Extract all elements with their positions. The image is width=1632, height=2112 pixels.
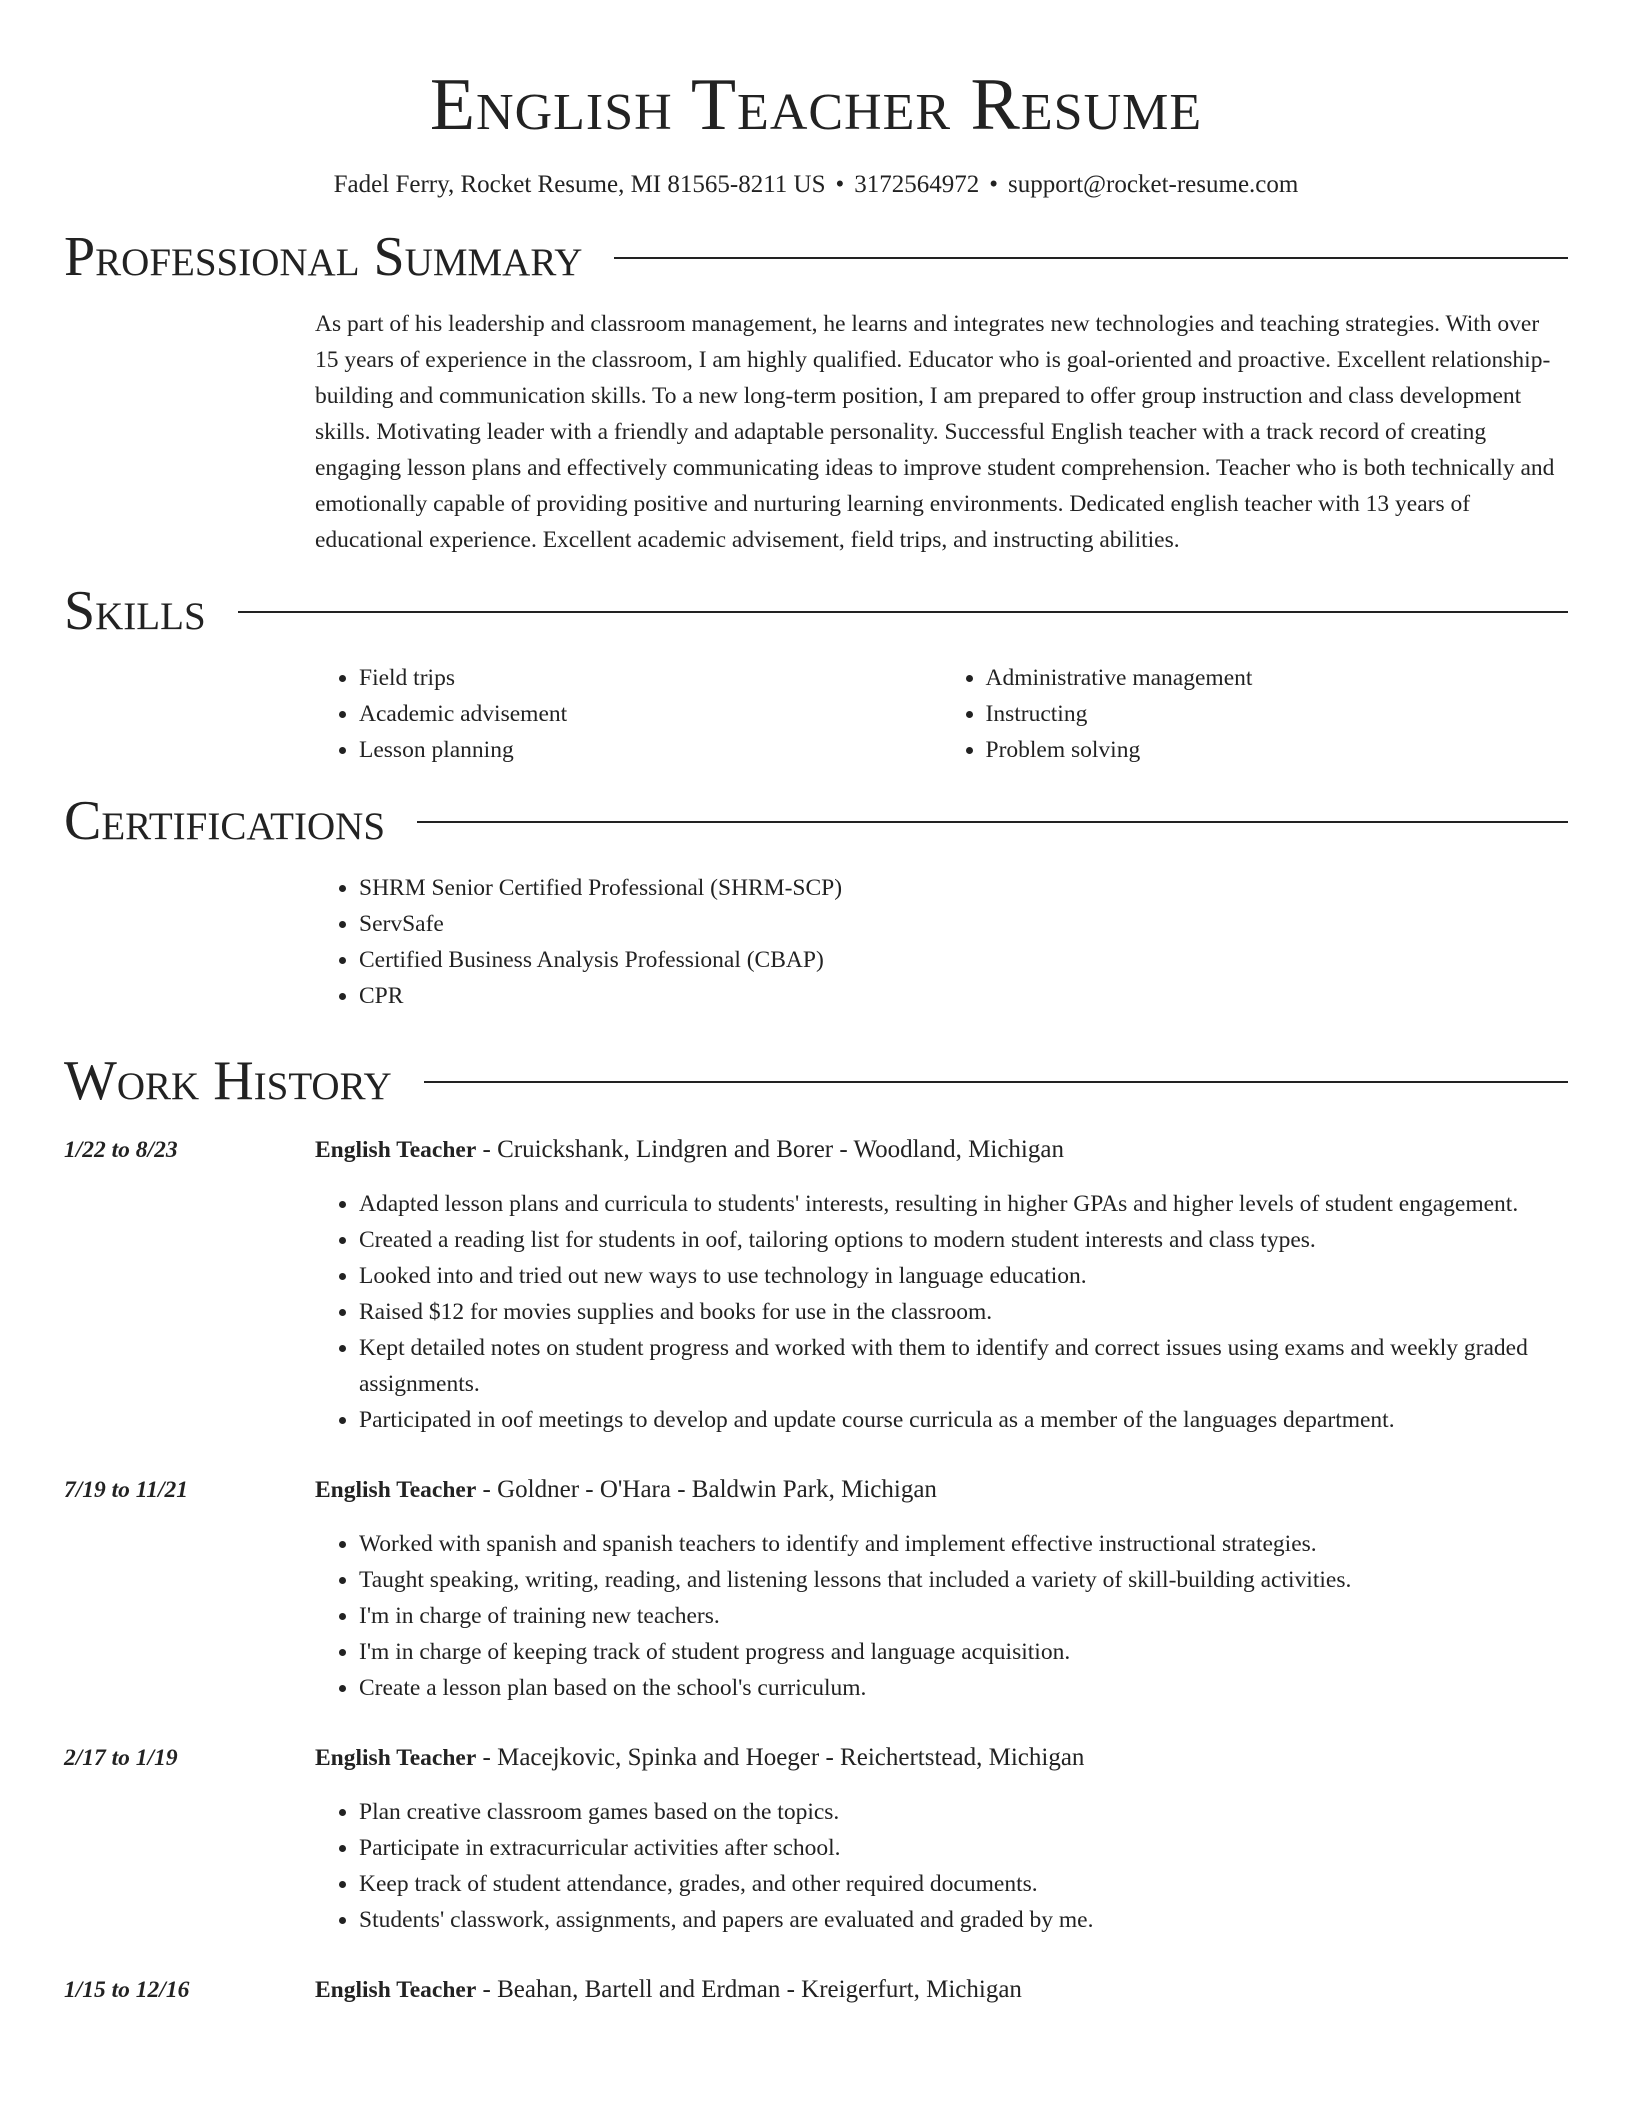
job-duty: • Participate in extracurricular activities after school. <box>359 1830 1568 1866</box>
summary-body <box>315 306 1568 558</box>
skills-header <box>64 578 1568 644</box>
job-duties <box>315 1794 1568 1938</box>
job-duty: • I'm in charge of training new teachers. <box>359 1598 1568 1634</box>
skills-grid <box>315 660 1568 768</box>
section-divider <box>417 821 1568 823</box>
job-dates: 7/19 to 11/21 <box>64 1477 189 1503</box>
job-employer: - Cruickshank, Lindgren and Borer - Woodland, Michigan <box>476 1136 1064 1163</box>
certifications-heading: Certifications <box>64 790 386 852</box>
certification-item: • Certified Business Analysis Professional (CBAP) <box>359 942 1568 978</box>
job-details <box>315 1740 1568 1938</box>
section-divider <box>424 1081 1568 1083</box>
job-employer: - Beahan, Bartell and Erdman - Kreigerfurt, Michigan <box>476 1976 1022 2003</box>
skill-item: • Administrative management <box>986 660 1569 696</box>
job-duty: • Raised $12 for movies supplies and books for use in the classroom. <box>359 1294 1568 1330</box>
skill-item: • Lesson planning <box>359 732 942 768</box>
job-heading <box>315 1740 1568 1776</box>
skills-list-right <box>942 660 1569 768</box>
job-duty: • Taught speaking, writing, reading, and listening lessons that included a variety of skill-building activities. <box>359 1562 1568 1598</box>
contact-line <box>64 168 1568 202</box>
certification-item: • SHRM Senior Certified Professional (SHRM-SCP) <box>359 870 1568 906</box>
job-details <box>315 1472 1568 1706</box>
job-heading <box>315 1472 1568 1508</box>
skill-item: • Academic advisement <box>359 696 942 732</box>
job-employer: - Macejkovic, Spinka and Hoeger - Reichertstead, Michigan <box>476 1744 1085 1771</box>
work-heading: Work History <box>64 1050 392 1112</box>
skills-list-left <box>315 660 942 768</box>
job-duty: • Created a reading list for students in oof, tailoring options to modern student interests and class types. <box>359 1222 1568 1258</box>
certifications-header <box>64 788 1568 854</box>
contact-phone: 3172564972 <box>854 171 980 198</box>
section-divider <box>614 257 1568 259</box>
job-title: English Teacher <box>315 1745 477 1771</box>
job-details <box>315 1132 1568 1438</box>
contact-separator: • <box>835 171 845 198</box>
job-dates: 1/15 to 12/16 <box>64 1977 190 2003</box>
job-duty: • Create a lesson plan based on the school's curriculum. <box>359 1670 1568 1706</box>
summary-heading: Professional Summary <box>64 226 583 288</box>
summary-text: As part of his leadership and classroom management, he learns and integrates new technologies and teaching strategies. With over 15 years of experience in the classroom, I am highly qualified. Educator who is goal-oriented and proactive. Excellent relationship-building and communication skills. To a new long-term position, I am prepared to offer group instruction and class development skills. Motivating leader with a friendly and adaptable personality. Successful English teacher with a track record of creating engaging lesson plans and effectively communicating ideas to improve student comprehension. Teacher who is both technically and emotionally capable of providing positive and nurturing learning environments. Dedicated english teacher with 13 years of educational experience. Excellent academic advisement, field trips, and instructing abilities. <box>315 311 1555 553</box>
job-heading <box>315 1132 1568 1168</box>
work-header <box>64 1048 1568 1114</box>
job-entry <box>64 1740 1568 1938</box>
job-heading <box>315 1972 1568 2008</box>
section-work-history <box>64 1048 1568 2008</box>
job-duties <box>315 1526 1568 1706</box>
job-employer: - Goldner - O'Hara - Baldwin Park, Michigan <box>476 1476 937 1503</box>
job-title: English Teacher <box>315 1977 477 2003</box>
resume-title: English Teacher Resume <box>429 64 1203 146</box>
job-duty: • Students' classwork, assignments, and papers are evaluated and graded by me. <box>359 1902 1568 1938</box>
certifications-body <box>315 870 1568 1014</box>
contact-email: support@rocket-resume.com <box>1008 171 1299 198</box>
section-summary <box>64 224 1568 558</box>
job-title: English Teacher <box>315 1137 477 1163</box>
job-duty: • Looked into and tried out new ways to use technology in language education. <box>359 1258 1568 1294</box>
job-entry <box>64 1472 1568 1706</box>
job-dates: 1/22 to 8/23 <box>64 1137 178 1163</box>
job-duty: • I'm in charge of keeping track of student progress and language acquisition. <box>359 1634 1568 1670</box>
job-duty: • Kept detailed notes on student progress and worked with them to identify and correct issues using exams and weekly graded assignments. <box>359 1330 1568 1402</box>
certification-item: • CPR <box>359 978 1568 1014</box>
job-duty: • Worked with spanish and spanish teachers to identify and implement effective instructional strategies. <box>359 1526 1568 1562</box>
job-duty: • Participated in oof meetings to develop and update course curricula as a member of the languages department. <box>359 1402 1568 1438</box>
section-divider <box>238 611 1568 613</box>
job-dates: 2/17 to 1/19 <box>64 1745 178 1771</box>
skill-item: • Problem solving <box>986 732 1569 768</box>
job-entry <box>64 1132 1568 1438</box>
skill-item: • Instructing <box>986 696 1569 732</box>
skills-heading: Skills <box>64 580 206 642</box>
contact-address: Fadel Ferry, Rocket Resume, MI 81565-8211 US <box>333 171 826 198</box>
section-skills <box>64 578 1568 768</box>
resume-page <box>64 0 1568 2112</box>
contact-separator: • <box>989 171 999 198</box>
section-certifications <box>64 788 1568 1014</box>
job-duty: • Keep track of student attendance, grades, and other required documents. <box>359 1866 1568 1902</box>
summary-header <box>64 224 1568 290</box>
job-duty: • Adapted lesson plans and curricula to students' interests, resulting in higher GPAs and higher levels of student engagement. <box>359 1186 1568 1222</box>
job-entry <box>64 1972 1568 2008</box>
certifications-list <box>315 870 1568 1014</box>
job-details <box>315 1972 1568 2008</box>
job-title: English Teacher <box>315 1477 477 1503</box>
job-duties <box>315 1186 1568 1438</box>
certification-item: • ServSafe <box>359 906 1568 942</box>
job-duty: • Plan creative classroom games based on the topics. <box>359 1794 1568 1830</box>
skill-item: • Field trips <box>359 660 942 696</box>
